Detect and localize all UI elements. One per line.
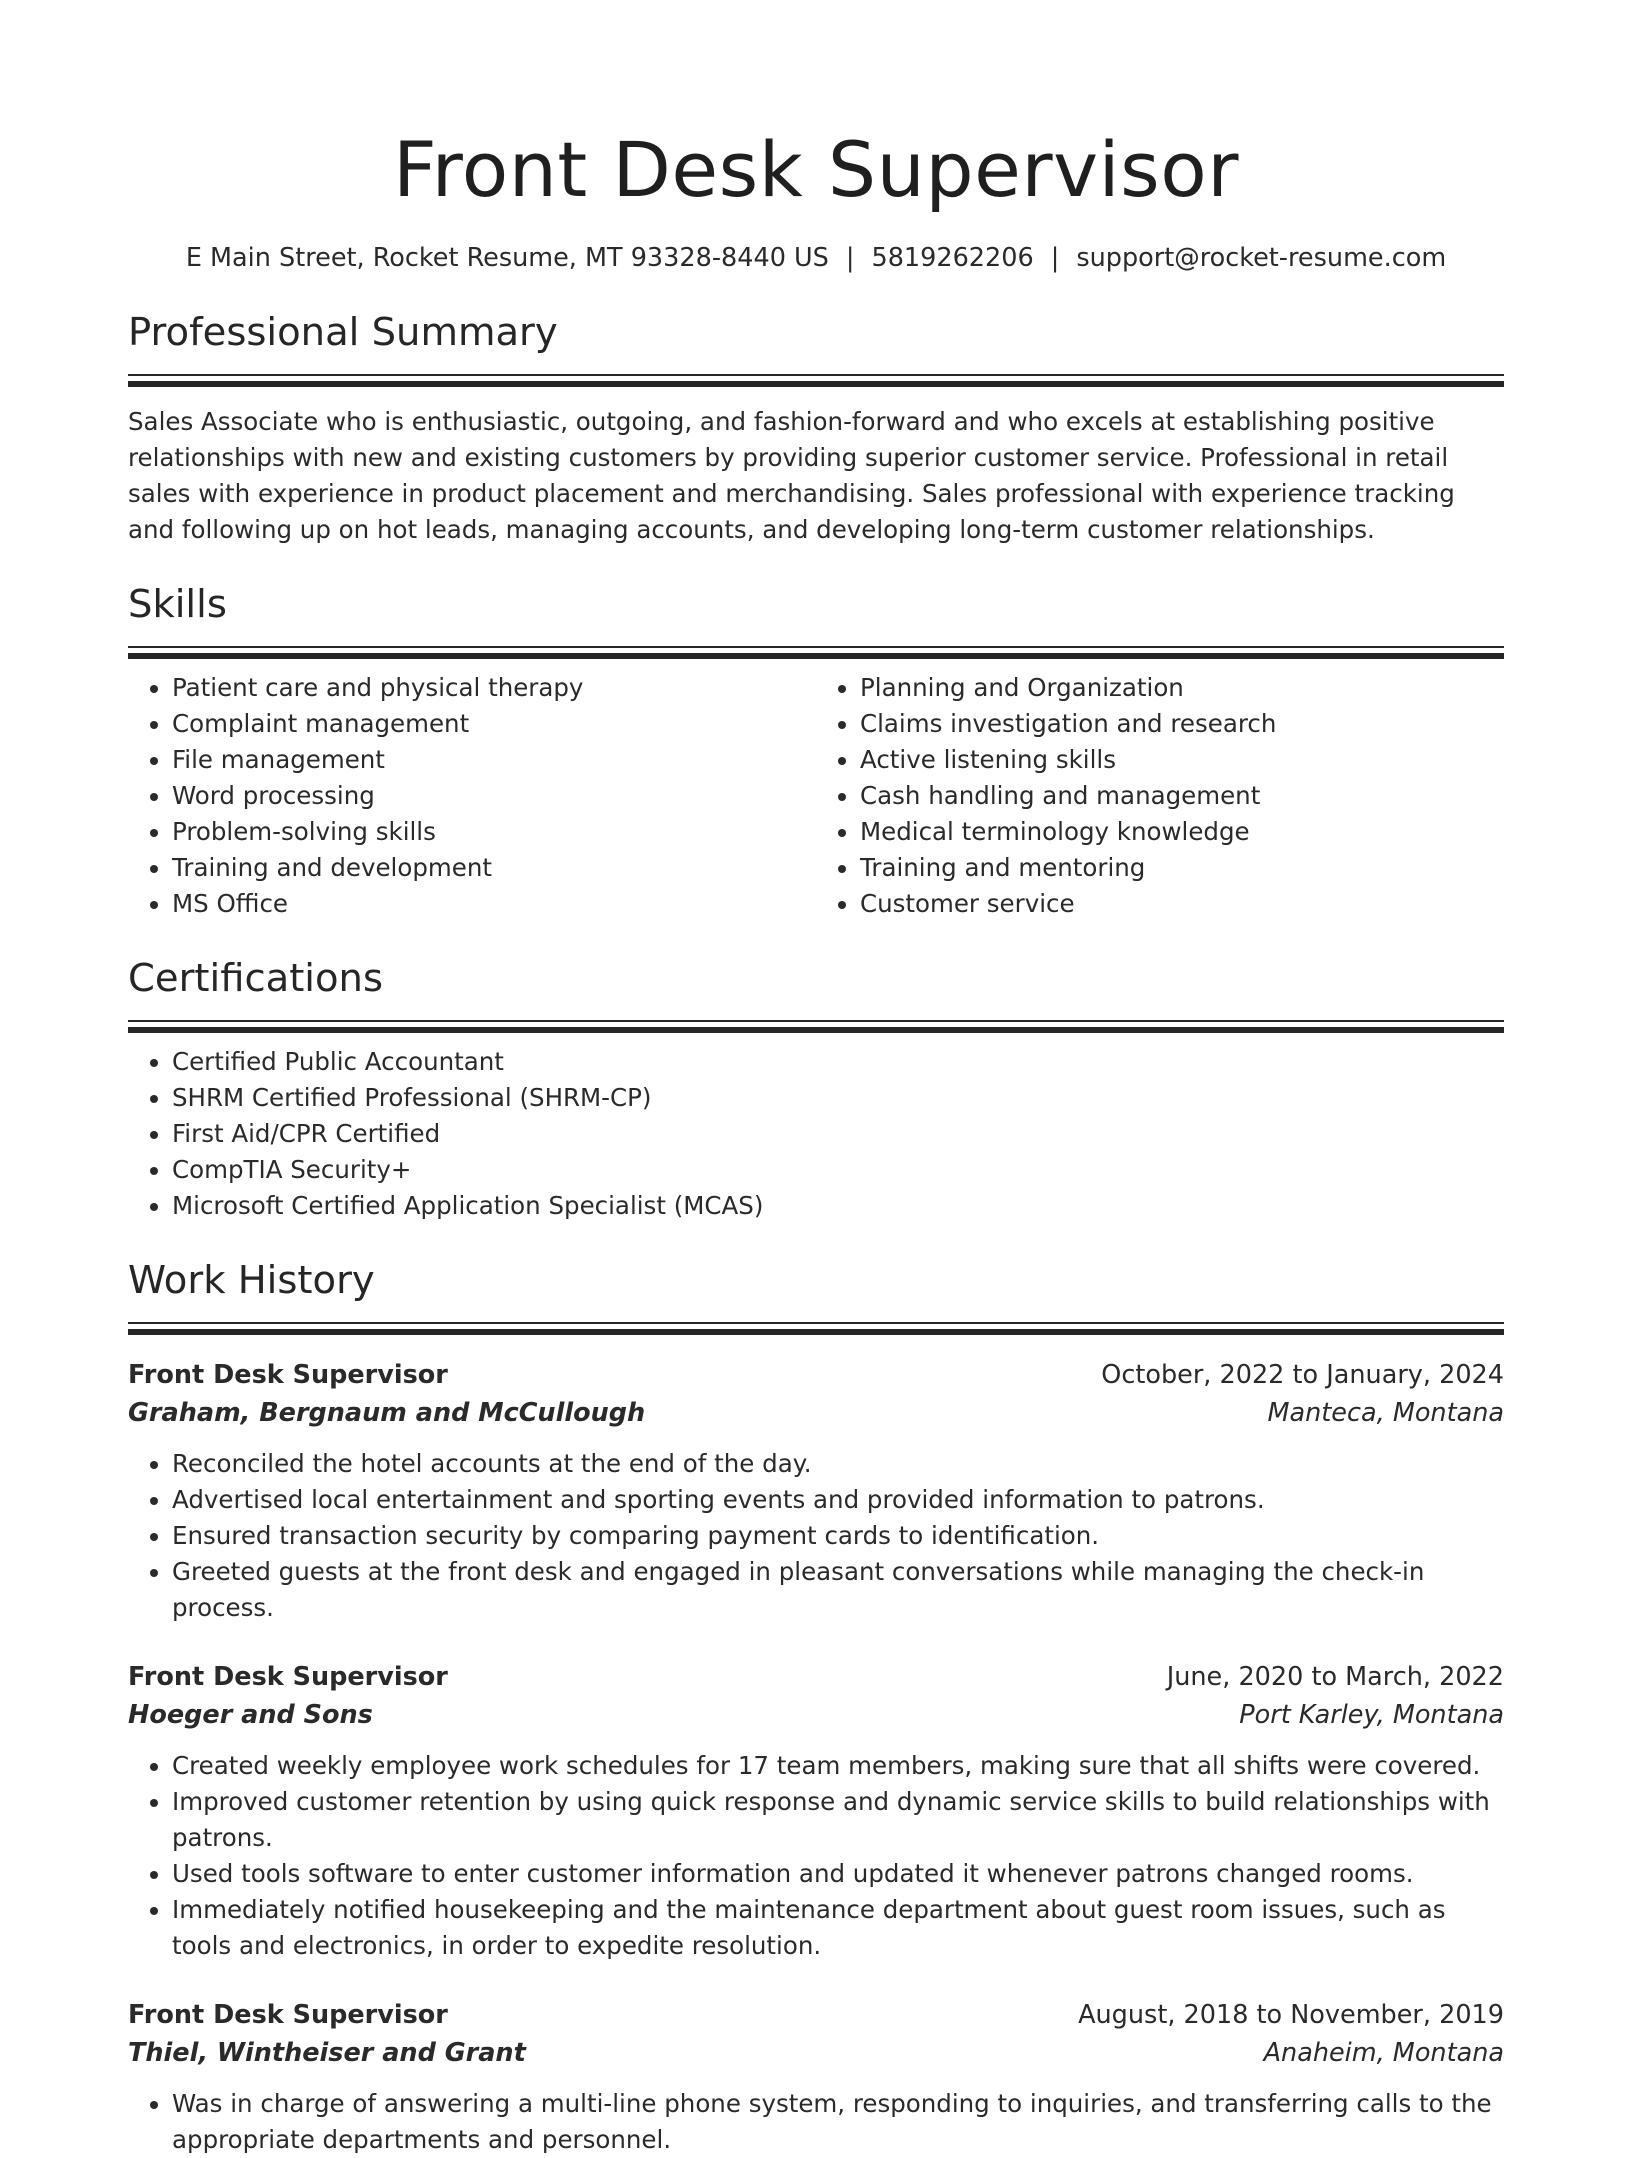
skill-item: • Cash handling and management — [860, 778, 1504, 814]
contact-email: support@rocket-resume.com — [1076, 243, 1447, 273]
job-duty: • Ensured transaction security by comparing payment cards to identification. — [172, 1518, 1504, 1554]
job-company: Graham, Bergnaum and McCullough — [128, 1398, 646, 1428]
certification-item: • First Aid/CPR Certified — [172, 1116, 1504, 1152]
job-entry — [128, 1996, 1504, 2158]
summary-section — [128, 308, 1504, 548]
skill-item: • MS Office — [172, 886, 816, 922]
job-entry — [128, 1356, 1504, 1626]
skill-item: • File management — [172, 742, 816, 778]
certification-item: • CompTIA Security+ — [172, 1152, 1504, 1188]
job-duty: • Advertised local entertainment and sporting events and provided information to patrons. — [172, 1482, 1504, 1518]
job-entry — [128, 1658, 1504, 1964]
job-company: Hoeger and Sons — [128, 1700, 373, 1730]
resume-page — [128, 118, 1504, 2158]
job-duty: • Immediately notified housekeeping and the maintenance department about guest room issues, such as tools and electronics, in order to expedite resolution. — [172, 1892, 1504, 1964]
skill-item: • Customer service — [860, 886, 1504, 922]
job-duty: • Improved customer retention by using quick response and dynamic service skills to build relationships with patrons. — [172, 1784, 1504, 1856]
section-divider — [128, 374, 1504, 376]
job-duty: • Was in charge of answering a multi-line phone system, responding to inquiries, and transferring calls to the appropriate departments and personnel. — [172, 2086, 1504, 2158]
job-duties-list — [128, 1748, 1504, 1964]
section-title: Skills — [128, 582, 227, 627]
job-duties-list — [128, 1446, 1504, 1626]
section-divider — [128, 646, 1504, 648]
section-divider — [128, 1322, 1504, 1324]
skill-item: • Training and development — [172, 850, 816, 886]
section-divider — [128, 1020, 1504, 1022]
skills-list-left — [128, 670, 816, 922]
job-title: Front Desk Supervisor — [128, 1360, 448, 1390]
skills-section — [128, 580, 1504, 922]
job-dates: June, 2020 to March, 2022 — [1166, 1662, 1504, 1692]
section-title: Certifications — [128, 956, 384, 1001]
certification-item: • Certified Public Accountant — [172, 1044, 1504, 1080]
skill-item: • Patient care and physical therapy — [172, 670, 816, 706]
skill-item: • Claims investigation and research — [860, 706, 1504, 742]
job-dates: October, 2022 to January, 2024 — [1101, 1360, 1504, 1390]
skill-item: • Medical terminology knowledge — [860, 814, 1504, 850]
job-header-row — [128, 1996, 1504, 2034]
skill-item: • Problem-solving skills — [172, 814, 816, 850]
certification-item: • SHRM Certified Professional (SHRM-CP) — [172, 1080, 1504, 1116]
job-duty: • Created weekly employee work schedules for 17 team members, making sure that all shifts were covered. — [172, 1748, 1504, 1784]
skills-grid — [128, 670, 1504, 922]
job-duty: • Greeted guests at the front desk and engaged in pleasant conversations while managing the check-in process. — [172, 1554, 1504, 1626]
skill-item: • Complaint management — [172, 706, 816, 742]
skill-item: • Training and mentoring — [860, 850, 1504, 886]
certifications-section — [128, 954, 1504, 1224]
job-location: Port Karley, Montana — [1239, 1700, 1504, 1730]
resume-name: Front Desk Supervisor — [392, 125, 1240, 214]
job-company: Thiel, Wintheiser and Grant — [128, 2038, 526, 2068]
contact-line — [128, 240, 1504, 276]
job-dates: August, 2018 to November, 2019 — [1078, 2000, 1504, 2030]
summary-text: Sales Associate who is enthusiastic, outgoing, and fashion-forward and who excels at establishing positive relationships with new and existing customers by providing superior customer service. Professional in retail sales with experience in product placement and merchandising. Sales professional with experience tracking and following up on hot leads, managing accounts, and developing long-term customer relationships. — [128, 407, 1455, 544]
job-header-row — [128, 1356, 1504, 1394]
job-duties-list — [128, 2086, 1504, 2158]
job-title: Front Desk Supervisor — [128, 2000, 448, 2030]
certification-item: • Microsoft Certified Application Specialist (MCAS) — [172, 1188, 1504, 1224]
work-history-section — [128, 1256, 1504, 2158]
skills-list-right — [816, 670, 1504, 922]
job-location: Manteca, Montana — [1267, 1398, 1504, 1428]
contact-separator: | — [845, 243, 855, 273]
job-duty: • Used tools software to enter customer information and updated it whenever patrons changed rooms. — [172, 1856, 1504, 1892]
job-location: Anaheim, Montana — [1263, 2038, 1504, 2068]
contact-phone: 5819262206 — [871, 243, 1034, 273]
certifications-list — [128, 1044, 1504, 1224]
section-title: Professional Summary — [128, 310, 558, 355]
contact-address: E Main Street, Rocket Resume, MT 93328-8440 US — [185, 243, 829, 273]
skill-item: • Planning and Organization — [860, 670, 1504, 706]
contact-separator: | — [1050, 243, 1060, 273]
skill-item: • Word processing — [172, 778, 816, 814]
skill-item: • Active listening skills — [860, 742, 1504, 778]
job-company-row — [128, 1696, 1504, 1734]
job-company-row — [128, 1394, 1504, 1432]
job-duty: • Reconciled the hotel accounts at the end of the day. — [172, 1446, 1504, 1482]
section-title: Work History — [128, 1258, 375, 1303]
job-company-row — [128, 2034, 1504, 2072]
job-header-row — [128, 1658, 1504, 1696]
job-title: Front Desk Supervisor — [128, 1662, 448, 1692]
